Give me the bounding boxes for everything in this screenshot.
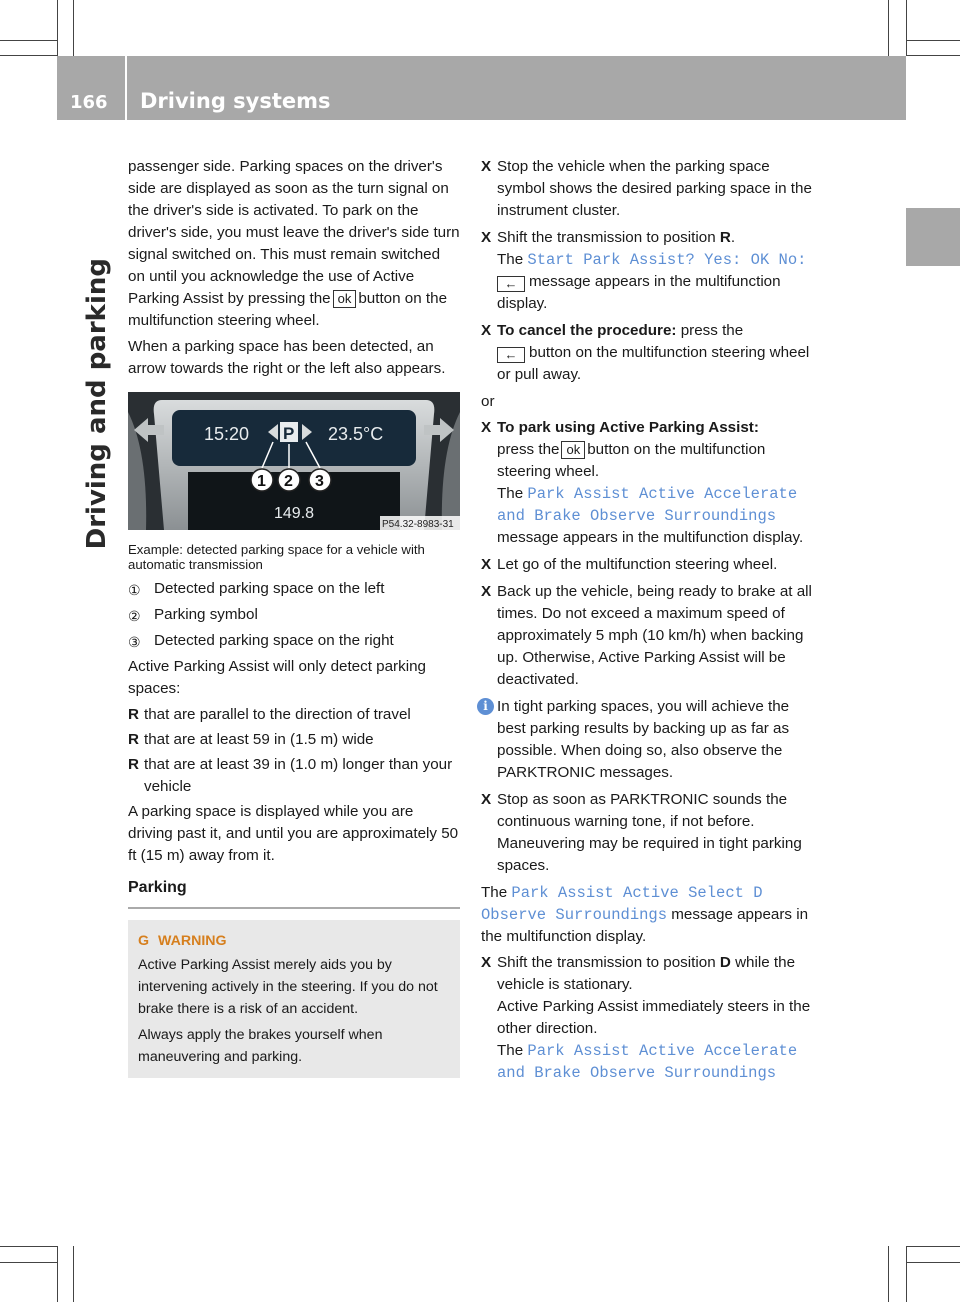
crop-mark [906,0,907,56]
crop-mark [906,1246,907,1302]
info-note: i In tight parking spaces, you will achieve the best parking results by backing up as far as possible. When doing so, also observe the PARKTRONIC messages. [481,696,813,784]
back-button-icon: ← [497,276,525,292]
step-marker-icon: X [481,954,492,971]
warning-box [128,920,460,1078]
paragraph: Active Parking Assist will only detect parking spaces: [128,658,426,697]
figure-label-2: 2 [284,473,293,490]
side-tab-marker [906,208,960,266]
crop-mark [906,1246,960,1247]
display-message: Park Assist Active Accelerate [527,1042,798,1060]
ok-key-icon: ok [333,290,357,308]
step-marker-icon: X [481,229,492,246]
bullet-item: R that are parallel to the direction of travel [128,706,411,723]
back-button-icon: ← [497,347,525,363]
crop-mark [0,55,57,56]
figure-time: 15:20 [204,424,250,444]
page-title: Driving systems [140,89,331,113]
crop-mark [906,55,960,56]
crop-mark [0,1262,57,1263]
ok-key-icon: ok [561,441,585,459]
figure-label-1: 1 [257,473,266,490]
crop-mark [73,1246,74,1302]
step: X To park using Active Parking Assist: press the ok button on the multifunction steering wheel. The Park Assist Active Accelerate and Brake Observe Surroundings message appears in the multifunction display. [481,419,804,546]
display-message: Start Park Assist? Yes: OK No: [527,251,807,269]
step-marker-icon: X [481,556,492,573]
crop-mark [57,1246,58,1302]
step: X Shift the transmission to position R. The Start Park Assist? Yes: OK No: ← message appears in the multifunction display. [481,229,807,312]
warning-triangle-icon: G [138,933,150,949]
instrument-cluster-figure [128,392,460,530]
warning-text: Always apply the brakes yourself when maneuvering and parking. [138,1027,383,1065]
bullet-item: R that are at least 59 in (1.5 m) wide [128,731,374,748]
instrument-cluster-image [128,392,460,530]
header-divider [125,56,127,120]
section-heading: Parking [128,877,460,909]
crop-mark [888,1246,889,1302]
step: X Stop the vehicle when the parking space symbol shows the desired parking space in the instrument cluster. [481,158,812,219]
step-marker-icon: X [481,158,492,175]
legend-item: ③ Detected parking space on the right [128,632,394,650]
crop-mark [888,0,889,56]
svg-text:P: P [283,424,295,443]
crop-mark [906,40,960,41]
crop-mark [0,40,57,41]
left-column [128,156,460,1078]
warning-heading: G WARNING [138,930,450,952]
figure-code: P54.32-8983-31 [382,519,454,530]
figure-temp: 23.5°C [328,424,384,444]
display-message: Park Assist Active Select D [511,884,763,902]
page-number: 166 [70,92,108,113]
warning-text: Active Parking Assist merely aids you by intervening actively in the steering. If you do not brake there is a risk of an accident. [138,957,438,1017]
step: X Stop as soon as PARKTRONIC sounds the continuous warning tone, if not before. Maneuvering may be required in tight parking spaces. [481,791,802,874]
legend-item: ② Parking symbol [128,606,258,624]
display-message: Observe Surroundings [481,906,668,924]
legend-item: ① Detected parking space on the left [128,580,385,598]
step: X Let go of the multifunction steering wheel. [481,554,813,576]
step-marker-icon: X [481,322,492,339]
step-marker-icon: X [481,791,492,808]
step: X Shift the transmission to position D while the vehicle is stationary. Active Parking Assist immediately steers in the other direction. The Park Assist Active Accelerate and Brake Observe Surroundings [481,954,811,1082]
step-marker-icon: X [481,583,492,600]
paragraph: When a parking space has been detected, an arrow towards the right or the left also appears. [128,338,446,377]
display-message: and Brake Observe Surroundings [497,1064,777,1082]
display-message: and Brake Observe Surroundings [497,507,777,525]
display-message: Park Assist Active Accelerate [527,485,798,503]
paragraph: passenger side. Parking spaces on the driver's side are displayed as soon as the turn signal on the driver's side is activated. To park on the driver's side, you must leave the driver's side turn signal switched on. This must remain switched on until you acknowledge the use of Active Parking Assist by pressing the ok button on the multifunction steering wheel. [128,158,460,329]
paragraph: The Park Assist Active Select D Observe Surroundings message appears in the multifunction display. [481,884,809,945]
step: X Back up the vehicle, being ready to brake at all times. Do not exceed a maximum speed of approximately 5 mph (10 km/h) when backing up. Otherwise, Active Parking Assist will be deactivated. [481,583,812,688]
figure-label-3: 3 [315,473,324,490]
paragraph: or [481,393,495,410]
right-column [481,156,813,1089]
side-tab-label: Driving and parking [82,258,112,550]
step: X To cancel the procedure: press the ← button on the multifunction steering wheel or pull away. [481,322,810,383]
step-marker-icon: X [481,419,492,436]
crop-mark [0,1246,57,1247]
crop-mark [73,0,74,56]
bullet-item: R that are at least 39 in (1.0 m) longer than your vehicle [128,756,453,795]
info-icon: i [477,698,494,715]
figure-odometer: 149.8 [274,505,315,522]
figure-caption: Example: detected parking space for a vehicle with automatic transmission [128,542,425,572]
crop-mark [57,0,58,56]
crop-mark [906,1262,960,1263]
paragraph: A parking space is displayed while you are driving past it, and until you are approximately 50 ft (15 m) away from it. [128,803,459,864]
